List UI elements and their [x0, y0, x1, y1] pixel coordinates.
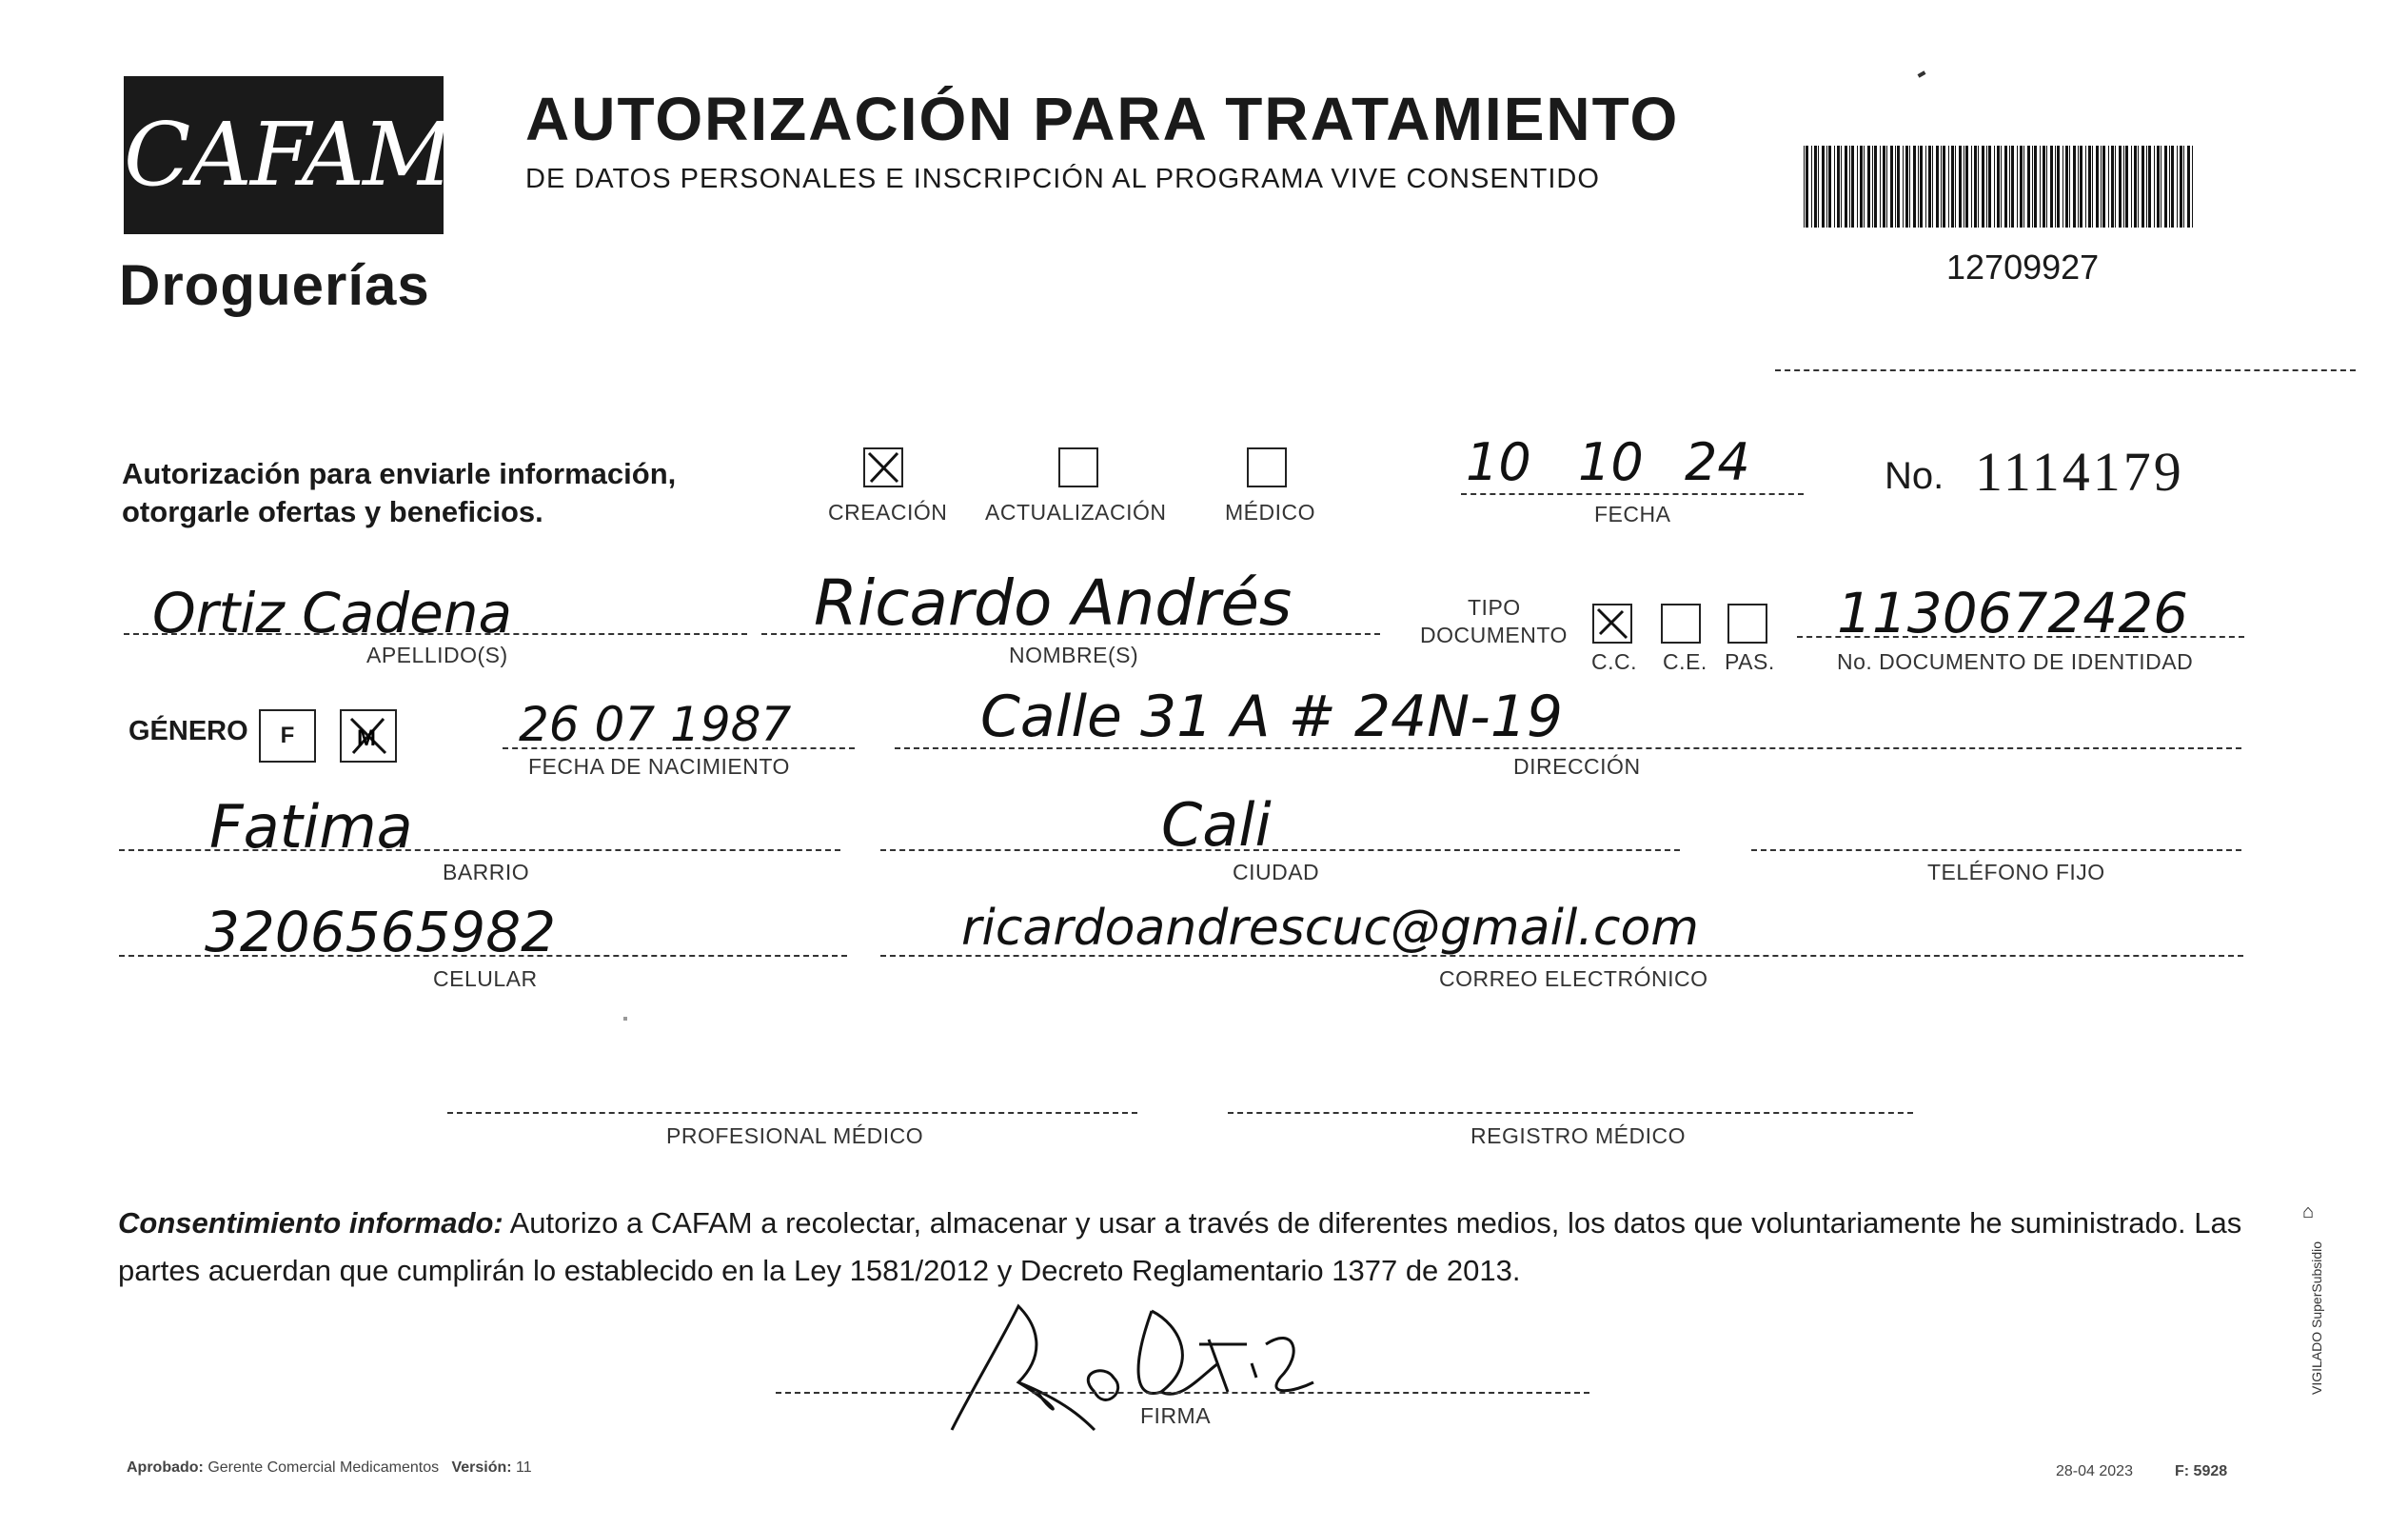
barcode-bar	[1845, 146, 1847, 228]
version-value: 11	[516, 1459, 532, 1476]
barcode-bar	[1978, 146, 1979, 228]
correo-label: CORREO ELECTRÓNICO	[1439, 966, 1708, 991]
checkbox-genero-f[interactable]: F	[259, 709, 316, 763]
barcode-bar	[2142, 146, 2144, 228]
barcode-bar	[2011, 146, 2014, 228]
label-creacion: CREACIÓN	[828, 500, 948, 525]
barcode-bar	[2096, 146, 2099, 228]
barcode-bar	[2023, 146, 2024, 228]
correo-line	[880, 955, 2243, 957]
label-ce: C.E.	[1663, 649, 1707, 674]
barcode-bar	[1997, 146, 2000, 228]
telefono-line	[1751, 849, 2241, 851]
doc-number-line	[1797, 636, 2244, 638]
direccion-line	[895, 747, 2241, 749]
barcode-bar	[1986, 146, 1987, 228]
apellidos-line	[124, 633, 747, 635]
barcode-bar	[1895, 146, 1896, 228]
authorization-line-1: Autorización para enviarle información,	[122, 457, 677, 490]
check-x-icon	[865, 449, 901, 486]
authorization-text	[122, 455, 676, 531]
barcode-bar	[2043, 146, 2045, 228]
barcode-bar	[1909, 146, 1910, 228]
barcode-bar	[2183, 146, 2184, 228]
celular-line	[119, 955, 847, 957]
barcode-bar	[1965, 146, 1968, 228]
barcode-bar	[1936, 146, 1939, 228]
consent-heading: Consentimiento informado:	[118, 1206, 503, 1240]
barcode-bar	[2187, 146, 2190, 228]
barcode-bar	[1971, 146, 1972, 228]
barcode-bar	[2073, 146, 2076, 228]
consent-text: Autorizo a CAFAM a recolectar, almacenar y usar a través de diferentes medios, los datos que voluntariamente he suministrado. Las partes acuerdan que cumplirán lo establecido en la Ley 1581/2012 y Decreto Reglamentario 1377 de 2013.	[118, 1206, 2242, 1287]
fecha-label: FECHA	[1594, 502, 1671, 526]
telefono-label: TELÉFONO FIJO	[1927, 860, 2105, 884]
barcode-bar	[1857, 146, 1858, 228]
barcode-bar	[2115, 146, 2116, 228]
barcode-bar	[2020, 146, 2023, 228]
aprobado-label: Aprobado:	[127, 1459, 204, 1476]
label-medico: MÉDICO	[1225, 500, 1315, 525]
barcode-bar	[2169, 146, 2170, 228]
barcode-bar	[1928, 146, 1931, 228]
barcode-bar	[1903, 146, 1904, 228]
consent-paragraph	[118, 1200, 2260, 1295]
barcode-bar	[1867, 146, 1870, 228]
profesional-line	[447, 1112, 1137, 1114]
genero-label: GÉNERO	[128, 716, 248, 746]
barcode-bar	[2004, 146, 2007, 228]
barcode-number: 12709927	[1946, 248, 2100, 287]
barcode-bar	[2046, 146, 2047, 228]
barcode-bar	[2157, 146, 2160, 228]
barcode-bar	[1834, 146, 1835, 228]
scan-mark	[1918, 70, 1926, 77]
barcode-bar	[2085, 146, 2086, 228]
barcode-bar	[2108, 146, 2109, 228]
nacimiento-value[interactable]: 26 07 1987	[519, 697, 792, 752]
barcode-bar	[1959, 146, 1962, 228]
barcode-bar	[2138, 146, 2139, 228]
barcode-bar	[2055, 146, 2056, 228]
footer-approval	[127, 1459, 532, 1477]
barcode-bar	[1920, 146, 1923, 228]
barcode-bar	[2171, 146, 2174, 228]
fecha-year[interactable]: 24	[1685, 432, 1750, 492]
check-x-icon	[342, 711, 395, 761]
barcode-bar	[1849, 146, 1850, 228]
scan-dot	[623, 1017, 627, 1021]
nombres-value[interactable]: Ricardo Andrés	[814, 566, 1293, 640]
barcode-bar	[2027, 146, 2030, 228]
barcode-bar	[1883, 146, 1885, 228]
barcode-bar	[2164, 146, 2167, 228]
barcode	[1804, 146, 2196, 228]
barcode-bar	[2192, 146, 2193, 228]
checkbox-pas[interactable]	[1727, 604, 1767, 644]
fecha-line	[1461, 493, 1804, 495]
barcode-bar	[1804, 146, 1805, 228]
barcode-bar	[2009, 146, 2010, 228]
barcode-bar	[1828, 146, 1831, 228]
tipo-label: TIPO	[1468, 595, 1521, 620]
barcode-bar	[2131, 146, 2132, 228]
barcode-bar	[2040, 146, 2041, 228]
svg-text:M: M	[357, 725, 376, 751]
barrio-label: BARRIO	[443, 860, 530, 884]
direccion-label: DIRECCIÓN	[1513, 754, 1641, 779]
barcode-bar	[1948, 146, 1949, 228]
label-cc: C.C.	[1591, 649, 1637, 674]
check-x-icon	[1594, 605, 1630, 642]
barcode-bar	[2125, 146, 2128, 228]
barcode-bar	[2101, 146, 2102, 228]
barcode-bar	[2065, 146, 2068, 228]
barcode-bar	[2034, 146, 2037, 228]
footer-date: 28-04 2023	[2056, 1463, 2133, 1479]
barcode-bar	[1988, 146, 1991, 228]
celular-value[interactable]: 3206565982	[205, 900, 557, 964]
barcode-bar	[2123, 146, 2124, 228]
barcode-bar	[1886, 146, 1887, 228]
checkbox-cc[interactable]	[1592, 604, 1632, 644]
barcode-bar	[1851, 146, 1854, 228]
checkbox-actualizacion[interactable]	[1058, 447, 1098, 487]
barcode-bar	[2154, 146, 2155, 228]
aprobado-value: Gerente Comercial Medicamentos	[207, 1459, 440, 1476]
label-pas: PAS.	[1725, 649, 1775, 674]
checkbox-medico[interactable]	[1247, 447, 1287, 487]
label-actualizacion: ACTUALIZACIÓN	[985, 500, 1167, 525]
barcode-bar	[1806, 146, 1808, 228]
barcode-bar	[1897, 146, 1900, 228]
barcode-bar	[2017, 146, 2018, 228]
barcode-bar	[2069, 146, 2070, 228]
barcode-bar	[1864, 146, 1865, 228]
doc-number-label: No. DOCUMENTO DE IDENTIDAD	[1837, 649, 2194, 674]
registro-line	[1228, 1112, 1913, 1114]
barcode-bar	[2080, 146, 2082, 228]
barcode-bar	[2180, 146, 2182, 228]
barcode-bar	[2177, 146, 2178, 228]
fecha-month[interactable]: 10	[1578, 432, 1644, 492]
barcode-bar	[1941, 146, 1942, 228]
barcode-bar	[2057, 146, 2060, 228]
barcode-bar	[1890, 146, 1893, 228]
apellidos-label: APELLIDO(S)	[366, 643, 508, 667]
barcode-bar	[2092, 146, 2093, 228]
fecha-day[interactable]: 10	[1466, 432, 1531, 492]
form-subtitle: DE DATOS PERSONALES E INSCRIPCIÓN AL PROGRAMA VIVE CONSENTIDO	[525, 164, 1600, 194]
barcode-bar	[1826, 146, 1827, 228]
supersubsidio-icon: ⌂	[2302, 1201, 2315, 1222]
barcode-bar	[2088, 146, 2091, 228]
nacimiento-line	[503, 747, 855, 749]
ciudad-line	[880, 849, 1680, 851]
barcode-bar	[1818, 146, 1819, 228]
header-divider	[1775, 369, 2356, 371]
barcode-bar	[1837, 146, 1840, 228]
barcode-bar	[2001, 146, 2002, 228]
barcode-bar	[1918, 146, 1919, 228]
barcode-bar	[2134, 146, 2137, 228]
nombres-line	[761, 633, 1380, 635]
footer-code: F: 5928	[2175, 1463, 2228, 1479]
barcode-bar	[1905, 146, 1908, 228]
vigilado-text: VIGILADO SuperSubsidio	[2309, 1240, 2324, 1395]
celular-label: CELULAR	[433, 966, 538, 991]
barcode-bar	[2119, 146, 2122, 228]
barcode-bar	[1860, 146, 1863, 228]
barcode-bar	[1811, 146, 1812, 228]
barcode-bar	[1955, 146, 1956, 228]
barcode-bar	[1822, 146, 1825, 228]
direccion-value[interactable]: Calle 31 A # 24N-19	[980, 684, 1564, 750]
barcode-bar	[1925, 146, 1926, 228]
ciudad-label: CIUDAD	[1233, 860, 1320, 884]
barrio-value[interactable]: Fatima	[209, 792, 413, 862]
barrio-line	[119, 849, 840, 851]
form-title: AUTORIZACIÓN PARA TRATAMIENTO	[525, 85, 1680, 153]
authorization-line-2: otorgarle ofertas y beneficios.	[122, 495, 543, 528]
barcode-bar	[1974, 146, 1977, 228]
firma-line	[776, 1392, 1589, 1394]
checkbox-ce[interactable]	[1661, 604, 1701, 644]
barcode-bar	[2050, 146, 2053, 228]
profesional-label: PROFESIONAL MÉDICO	[666, 1123, 924, 1148]
barcode-bar	[1874, 146, 1877, 228]
form-number-label: No.	[1885, 455, 1944, 497]
nacimiento-label: FECHA DE NACIMIENTO	[528, 754, 790, 779]
signature[interactable]	[914, 1287, 1352, 1439]
checkbox-creacion[interactable]	[863, 447, 903, 487]
ciudad-value[interactable]: Cali	[1161, 790, 1272, 860]
barcode-bar	[2146, 146, 2147, 228]
cafam-logo: CAFAM	[124, 104, 451, 206]
correo-value[interactable]: ricardoandrescuc@gmail.com	[961, 900, 1699, 957]
barcode-bar	[1814, 146, 1817, 228]
version-label: Versión:	[451, 1459, 512, 1476]
barcode-bar	[2078, 146, 2079, 228]
barcode-bar	[1982, 146, 1984, 228]
barcode-bar	[1932, 146, 1933, 228]
barcode-bar	[2111, 146, 2114, 228]
form-number: 1114179	[1975, 441, 2184, 503]
barcode-bar	[2102, 146, 2105, 228]
nombres-label: NOMBRE(S)	[1009, 643, 1139, 667]
firma-label: FIRMA	[1140, 1403, 1212, 1428]
brand-subtitle: Droguerías	[119, 253, 430, 317]
barcode-bar	[1872, 146, 1873, 228]
barcode-bar	[1994, 146, 1995, 228]
barcode-bar	[1951, 146, 1954, 228]
barcode-bar	[1913, 146, 1916, 228]
barcode-bar	[2032, 146, 2033, 228]
barcode-bar	[1841, 146, 1842, 228]
doc-number-value[interactable]: 1130672426	[1837, 581, 2189, 645]
barcode-bar	[2148, 146, 2151, 228]
barcode-bar	[1943, 146, 1945, 228]
checkbox-genero-m[interactable]	[340, 709, 397, 763]
documento-label: DOCUMENTO	[1420, 623, 1568, 647]
barcode-bar	[1880, 146, 1881, 228]
apellidos-value[interactable]: Ortiz Cadena	[152, 581, 513, 645]
registro-label: REGISTRO MÉDICO	[1470, 1123, 1687, 1148]
